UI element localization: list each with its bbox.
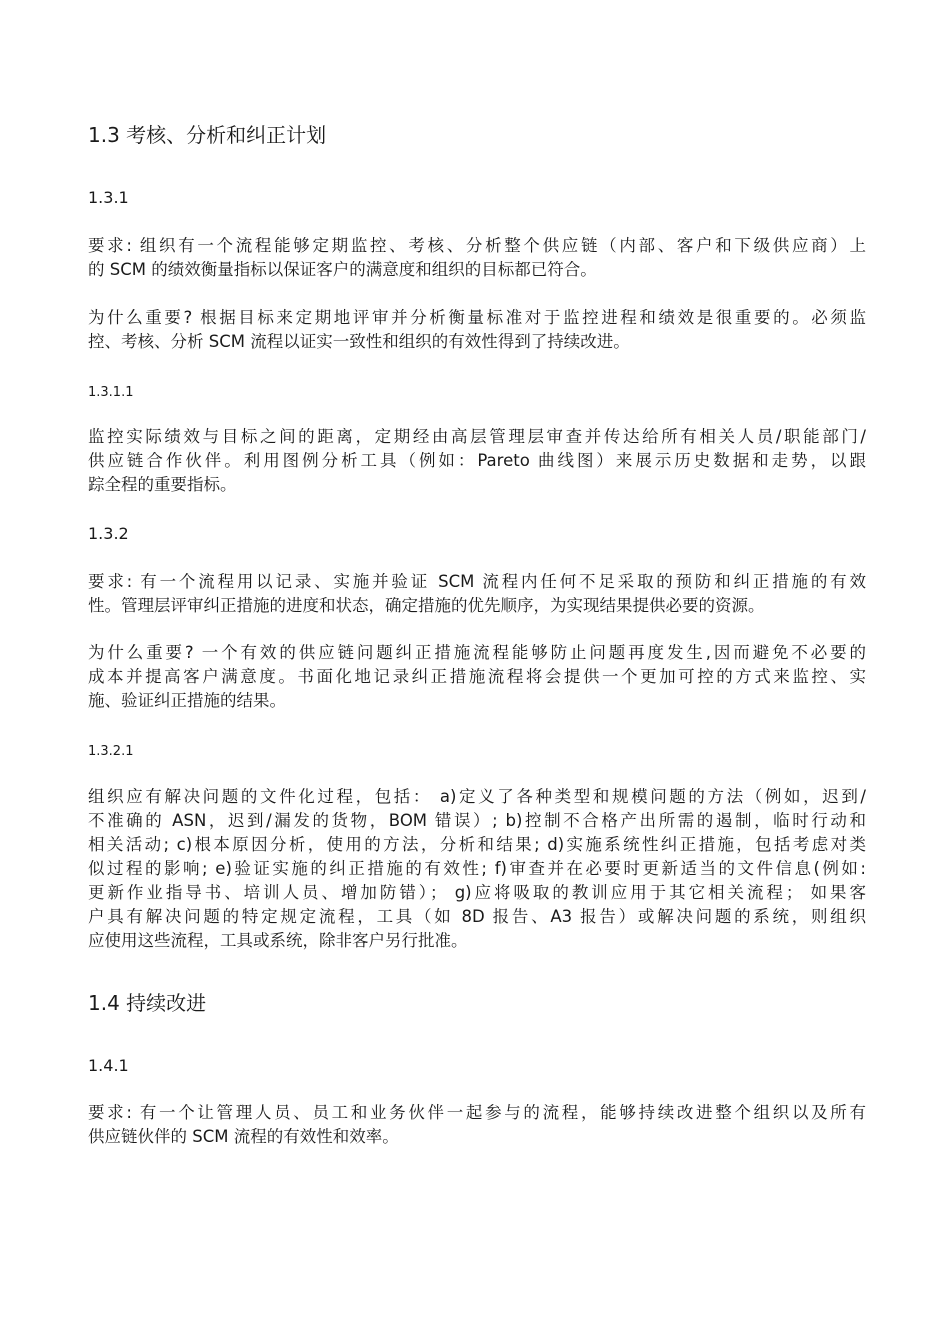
subsection-heading-1-3-1-1: 1.3.1.1 xyxy=(88,385,134,400)
requirement-paragraph-1-3-2 xyxy=(88,570,866,618)
text-line: 成本并提高客户满意度。书面化地记录纠正措施流程将会提供一个更加可控的方式来监控、实 xyxy=(88,667,866,686)
subsection-heading-1-3-2-1: 1.3.2.1 xyxy=(88,744,134,759)
text-line: 供应链合作伙伴。利用图例分析工具（例如：Pareto 曲线图）来展示历史数据和走势，以跟 xyxy=(88,451,866,470)
text-line: 要求: 有一个让管理人员、员工和业务伙伴一起参与的流程，能够持续改进整个组织以及所有 xyxy=(88,1103,866,1122)
text-line: 的 SCM 的绩效衡量指标以保证客户的满意度和组织的目标都已符合。 xyxy=(88,260,597,279)
text-line: 要求: 组织有一个流程能够定期监控、考核、分析整个供应链（内部、客户和下级供应商）上 xyxy=(88,236,866,255)
text-line: 供应链伙伴的 SCM 流程的有效性和效率。 xyxy=(88,1127,399,1146)
requirement-paragraph-1-3-1 xyxy=(88,234,866,282)
text-line: 为什么重要? 一个有效的供应链问题纠正措施流程能够防止问题再度发生,因而避免不必要的 xyxy=(88,643,866,662)
text-line: 为什么重要? 根据目标来定期地评审并分析衡量标准对于监控进程和绩效是很重要的。必须监 xyxy=(88,308,866,327)
text-line: 应使用这些流程，工具或系统，除非客户另行批准。 xyxy=(88,931,468,950)
importance-paragraph-1-3-1 xyxy=(88,306,866,354)
subsection-heading-1-4-1: 1.4.1 xyxy=(88,1056,129,1075)
subsection-heading-1-3-1: 1.3.1 xyxy=(88,188,129,207)
section-heading-1-4: 1.4 持续改进 xyxy=(88,991,207,1015)
subsection-heading-1-3-2: 1.3.2 xyxy=(88,524,129,543)
requirement-paragraph-1-4-1 xyxy=(88,1101,866,1149)
text-line: 不准确的 ASN，迟到/漏发的货物，BOM 错误）; b)控制不合格产出所需的遏制，临时行动和 xyxy=(88,811,866,830)
text-line: 踪全程的重要指标。 xyxy=(88,475,237,494)
section-heading-1-3: 1.3 考核、分析和纠正计划 xyxy=(88,123,327,147)
text-line: 控、考核、分析 SCM 流程以证实一致性和组织的有效性得到了持续改进。 xyxy=(88,332,630,351)
text-line: 监控实际绩效与目标之间的距离，定期经由高层管理层审查并传达给所有相关人员/职能部门/ xyxy=(88,427,866,446)
body-paragraph-1-3-2-1 xyxy=(88,785,866,953)
text-line: 相关活动; c)根本原因分析，使用的方法，分析和结果; d)实施系统性纠正措施，包括考虑对类 xyxy=(88,835,866,854)
text-line: 户具有解决问题的特定规定流程，工具（如 8D 报告、A3 报告）或解决问题的系统，则组织 xyxy=(88,907,866,926)
text-line: 要求: 有一个流程用以记录、实施并验证 SCM 流程内任何不足采取的预防和纠正措施的有效 xyxy=(88,572,866,591)
text-line: 性。管理层评审纠正措施的进度和状态，确定措施的优先顺序，为实现结果提供必要的资源。 xyxy=(88,596,765,615)
importance-paragraph-1-3-2 xyxy=(88,641,866,713)
body-paragraph-1-3-1-1 xyxy=(88,425,866,497)
text-line: 组织应有解决问题的文件化过程，包括： a)定义了各种类型和规模问题的方法（例如，迟到/ xyxy=(88,787,866,806)
text-line: 似过程的影响; e)验证实施的纠正措施的有效性; f)审查并在必要时更新适当的文件信息(例如: xyxy=(88,859,866,878)
text-line: 更新作业指导书、培训人员、增加防错）； g)应将吸取的教训应用于其它相关流程； 如果客 xyxy=(88,883,866,902)
text-line: 施、验证纠正措施的结果。 xyxy=(88,691,286,710)
